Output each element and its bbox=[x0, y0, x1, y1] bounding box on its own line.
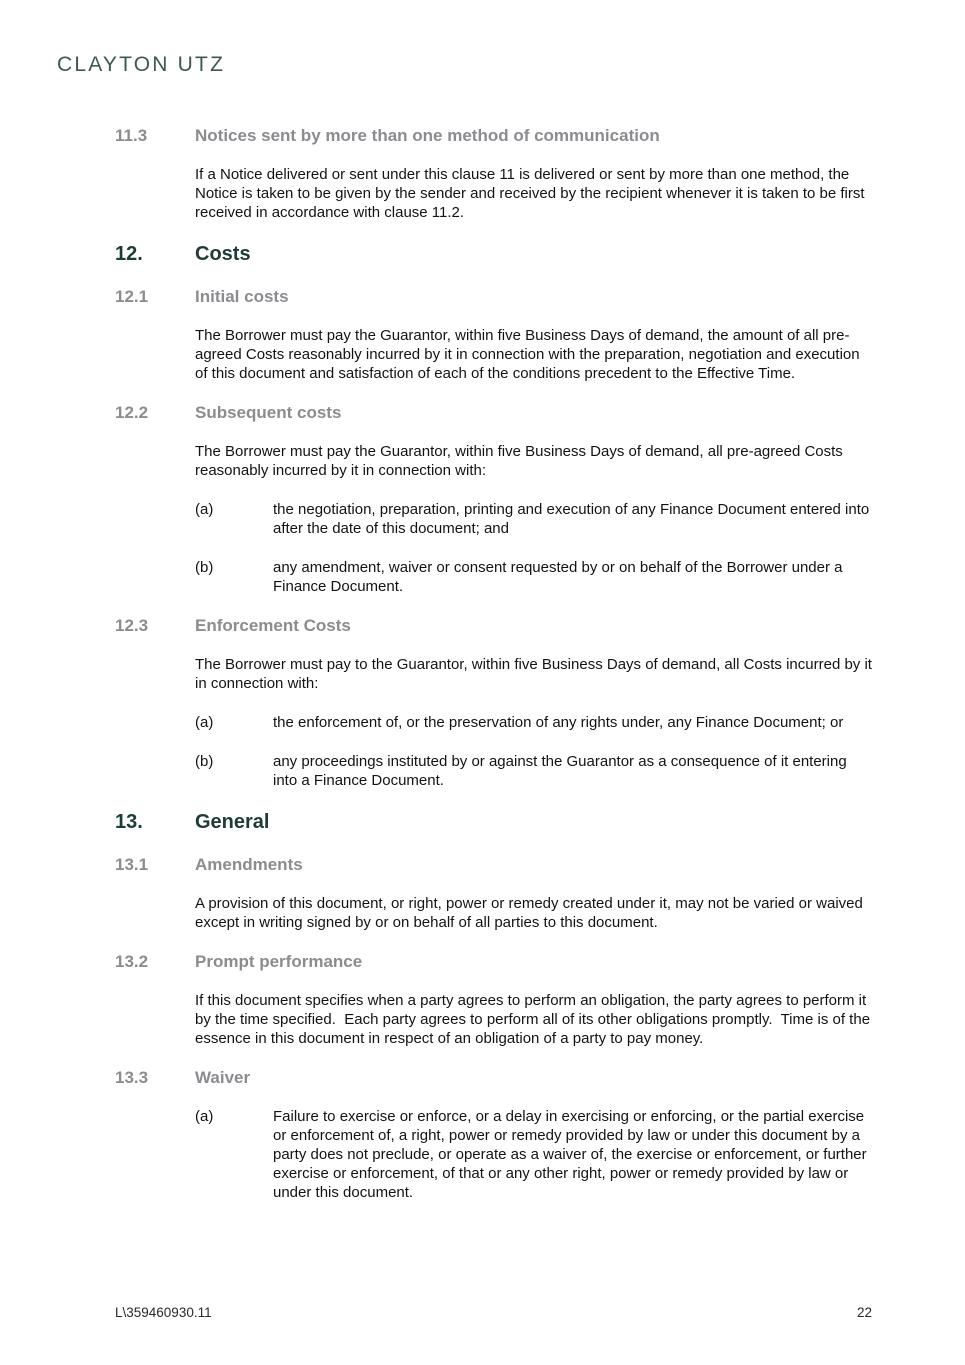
paragraph-text: The Borrower must pay the Guarantor, within five Business Days of demand, the amount of all pre-agreed Costs reasonably incurred by it in connection with the preparation, negotiation and execution of this document and satisfaction of each of the conditions precedent to the Effective Time. bbox=[195, 327, 864, 382]
clause-number: 13.3 bbox=[115, 1068, 149, 1087]
list-item-marker: (a) bbox=[195, 1108, 214, 1125]
paragraph-text: A provision of this document, or right, power or remedy created under it, may not be varied or waived except in writing signed by or on behalf of all parties to this document. bbox=[195, 895, 868, 931]
clause-number-spacer bbox=[115, 165, 195, 222]
clause-paragraph bbox=[115, 165, 875, 222]
clause-number-spacer bbox=[115, 1107, 195, 1202]
section-number: 13. bbox=[115, 811, 143, 833]
clause-number-spacer bbox=[115, 500, 195, 538]
list-item bbox=[115, 713, 875, 732]
list-item-marker: (a) bbox=[195, 501, 214, 518]
paragraph-text: If this document specifies when a party agrees to perform an obligation, the party agrees to perform it by the time specified. Each party agrees to perform all of its other obligations promptly. Time is of the essence in this document in respect of an obligation of a party to pay money. bbox=[195, 992, 875, 1047]
clause-title: Amendments bbox=[195, 855, 303, 874]
clause-paragraph bbox=[115, 894, 875, 932]
clayton-utz-logo: CLAYTON UTZ bbox=[57, 53, 226, 76]
clause-title: Prompt performance bbox=[195, 952, 363, 971]
paragraph-text: The Borrower must pay the Guarantor, within five Business Days of demand, all pre-agreed Costs reasonably incurred by it in connection with: bbox=[195, 443, 847, 479]
clause-subheading bbox=[115, 1068, 875, 1087]
clause-number-spacer bbox=[115, 442, 195, 480]
clause-number: 11.3 bbox=[115, 126, 148, 145]
clause-number: 13.1 bbox=[115, 855, 149, 874]
clause-subheading bbox=[115, 616, 875, 635]
paragraph-text: If a Notice delivered or sent under this clause 11 is delivered or sent by more than one method, the Notice is taken to be given by the sender and received by the recipient whenever it is taken to be first received in accordance with clause 11.2. bbox=[195, 166, 869, 221]
clause-number-spacer bbox=[115, 713, 195, 732]
section-heading bbox=[115, 810, 875, 834]
clause-title: Waiver bbox=[195, 1068, 251, 1087]
footer-document-reference: L\359460930.11 bbox=[115, 1305, 212, 1320]
clause-subheading bbox=[115, 126, 875, 145]
section-number: 12. bbox=[115, 243, 143, 265]
document-body bbox=[115, 126, 875, 1222]
clause-title: Enforcement Costs bbox=[195, 616, 351, 635]
section-heading bbox=[115, 242, 875, 266]
list-item-text: any amendment, waiver or consent requested by or on behalf of the Borrower under a Finance Document. bbox=[273, 559, 847, 595]
clause-title: Notices sent by more than one method of communication bbox=[195, 126, 660, 145]
clause-number-spacer bbox=[115, 326, 195, 383]
clause-number-spacer bbox=[115, 991, 195, 1048]
clause-paragraph bbox=[115, 991, 875, 1048]
list-item-text: Failure to exercise or enforce, or a delay in exercising or enforcing, or the partial exercise or enforcement of, a right, power or remedy provided by law or under this document by a party does not preclude, or operate as a waiver of, the exercise or enforcement, or further exercise or enforcement, of that or any other right, power or remedy provided by law or under this document. bbox=[273, 1108, 871, 1201]
clause-title: Initial costs bbox=[195, 287, 289, 306]
clause-number: 12.1 bbox=[115, 287, 149, 306]
clause-subheading bbox=[115, 855, 875, 874]
clause-number-spacer bbox=[115, 558, 195, 596]
clause-number: 12.3 bbox=[115, 616, 149, 635]
list-item-text: the enforcement of, or the preservation of any rights under, any Finance Document; or bbox=[273, 714, 844, 731]
list-item-text: any proceedings instituted by or against the Guarantor as a consequence of it entering into a Finance Document. bbox=[273, 753, 851, 789]
list-item-marker: (b) bbox=[195, 559, 214, 576]
clause-subheading bbox=[115, 952, 875, 971]
clause-title: Subsequent costs bbox=[195, 403, 342, 422]
clause-paragraph bbox=[115, 442, 875, 480]
list-item-text: the negotiation, preparation, printing and execution of any Finance Document entered into after the date of this document; and bbox=[273, 501, 874, 537]
clause-subheading bbox=[115, 287, 875, 306]
list-item bbox=[115, 500, 875, 538]
clause-subheading bbox=[115, 403, 875, 422]
clause-paragraph bbox=[115, 326, 875, 383]
clause-number: 12.2 bbox=[115, 403, 149, 422]
clause-number-spacer bbox=[115, 894, 195, 932]
footer-page-number: 22 bbox=[856, 1305, 872, 1320]
section-title: General bbox=[195, 811, 270, 833]
clause-paragraph bbox=[115, 655, 875, 693]
paragraph-text: The Borrower must pay to the Guarantor, within five Business Days of demand, all Costs incurred by it in connection with: bbox=[195, 656, 877, 692]
section-title: Costs bbox=[195, 243, 251, 265]
list-item bbox=[115, 558, 875, 596]
list-item-marker: (b) bbox=[195, 753, 214, 770]
list-item bbox=[115, 1107, 875, 1202]
clause-number-spacer bbox=[115, 752, 195, 790]
list-item bbox=[115, 752, 875, 790]
list-item-marker: (a) bbox=[195, 714, 214, 731]
clause-number: 13.2 bbox=[115, 952, 149, 971]
clause-number-spacer bbox=[115, 655, 195, 693]
page-footer bbox=[115, 1305, 872, 1320]
